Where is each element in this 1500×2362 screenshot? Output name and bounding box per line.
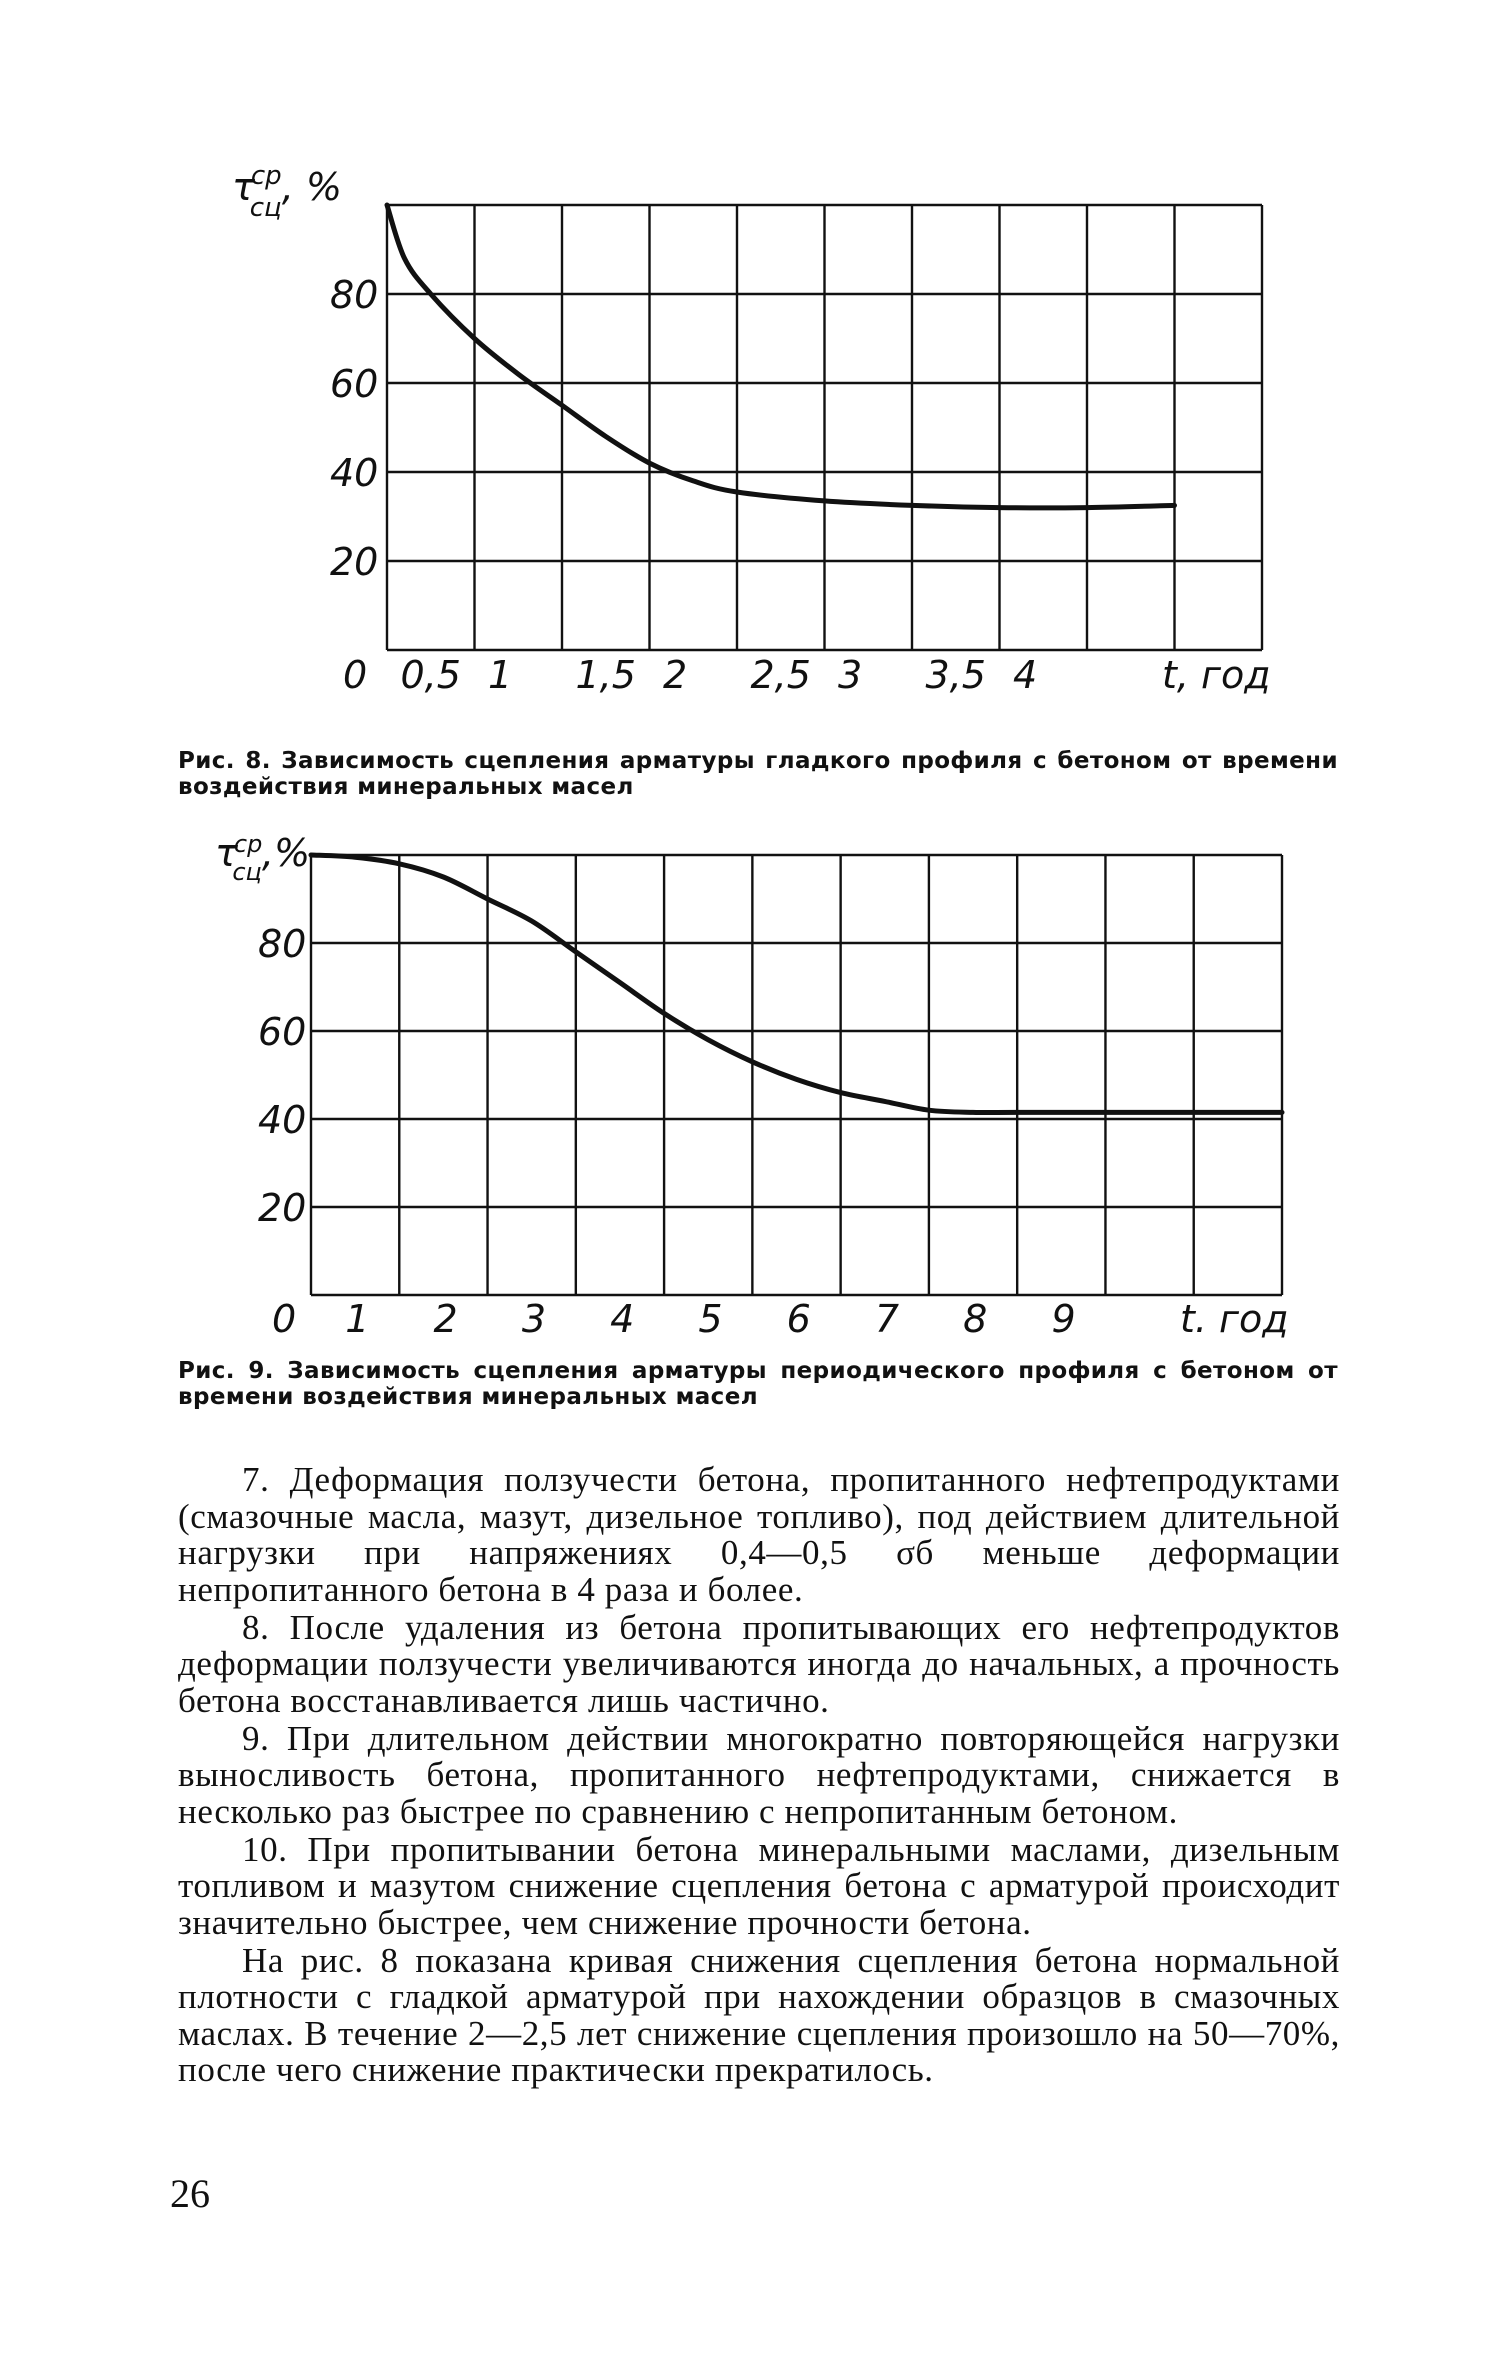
x-tick-label: 3 <box>838 653 863 697</box>
y-tick-label: 20 <box>330 540 379 584</box>
figure-9-grid <box>311 855 1282 1295</box>
x-tick-label: 5 <box>698 1297 723 1341</box>
x-tick-label: 7 <box>874 1297 900 1341</box>
figure-8-caption: Рис. 8. Зависимость сцепления арматуры гладкого профиля с бетоном от времени воздействия минеральных масел <box>178 748 1338 800</box>
page-number: 26 <box>170 2171 210 2216</box>
paragraph-fig8-discussion: На рис. 8 показана кривая снижения сцепления бетона нормальной плотности с гладкой арматурой при нахождении образцов в смазочных маслах. В течение 2—2,5 лет снижение сцепления произошло на 50—70%, после чего снижение практически прекратилось. <box>178 1940 1340 2089</box>
x-tick-label: 1 <box>488 653 513 697</box>
x-tick-label: 9 <box>1051 1297 1076 1341</box>
paragraph-7: 7. Деформация ползучести бетона, пропитанного нефтепродуктами (смазочные масла, мазут, дизельное топливо), под действием длительной нагрузки при напряжениях 0,4—0,5 σб меньше деформации непропитанного бетона в 4 раза и более. <box>178 1460 1340 1609</box>
figure-9-chart <box>0 830 1500 1350</box>
body-text <box>178 1462 1340 2090</box>
figure-8-chart <box>0 140 1500 700</box>
figure-9-x-ticks <box>272 1297 1076 1341</box>
x-tick-label: 8 <box>963 1297 988 1341</box>
x-tick-label: 1 <box>345 1297 370 1341</box>
x-tick-label: 2,5 <box>750 653 811 697</box>
y-tick-label: 60 <box>330 362 379 406</box>
x-tick-label: 1,5 <box>575 653 636 697</box>
x-tick-label: 2 <box>663 653 688 697</box>
x-tick-label: 0 <box>272 1297 297 1341</box>
y-tick-label: 60 <box>258 1010 307 1054</box>
x-tick-label: 3,5 <box>925 653 986 697</box>
paragraph-8: 8. После удаления из бетона пропитывающих его нефтепродуктов деформации ползучести увеличиваются иногда до начальных, а прочность бетона восстанавливается лишь частично. <box>178 1607 1340 1720</box>
figure-8-grid <box>387 205 1262 650</box>
x-tick-label: 4 <box>610 1297 635 1341</box>
x-tick-label: 4 <box>1013 653 1038 697</box>
figure-9-y-axis-label: τср сц,% <box>215 830 311 886</box>
figure-8-y-axis-label: τср сц, % <box>232 161 342 223</box>
x-tick-label: 3 <box>521 1297 547 1341</box>
paragraph-10: 10. При пропитывании бетона минеральными маслами, дизельным топливом и мазутом снижение сцепления бетона с арматурой происходит значительно быстрее, чем снижение прочности бетона. <box>178 1829 1340 1942</box>
x-tick-label: 2 <box>433 1297 458 1341</box>
y-tick-label: 80 <box>330 273 379 317</box>
x-tick-label: 0 <box>343 653 368 697</box>
figure-9-y-ticks <box>258 922 306 1230</box>
paragraph-9: 9. При длительном действии многократно повторяющейся нагрузки выносливость бетона, пропитанного нефтепродуктами, снижается в несколько раз быстрее по сравнению с непропитанным бетоном. <box>178 1718 1340 1831</box>
y-tick-label: 80 <box>258 922 307 966</box>
figure-8-y-ticks <box>330 273 378 584</box>
y-tick-label: 40 <box>258 1098 307 1142</box>
figure-9-curve <box>311 855 1282 1113</box>
figure-8-curve <box>387 205 1175 508</box>
figure-8-x-ticks <box>343 653 1037 697</box>
figure-9-caption: Рис. 9. Зависимость сцепления арматуры периодического профиля с бетоном от времени воздействия минеральных масел <box>178 1358 1338 1410</box>
y-tick-label: 40 <box>330 451 379 495</box>
y-tick-label: 20 <box>258 1186 307 1230</box>
figure-9-x-axis-label: t. год <box>1180 1297 1289 1341</box>
x-tick-label: 6 <box>786 1297 811 1341</box>
figure-8-x-axis-label: t, год <box>1162 653 1271 697</box>
x-tick-label: 0,5 <box>400 653 461 697</box>
